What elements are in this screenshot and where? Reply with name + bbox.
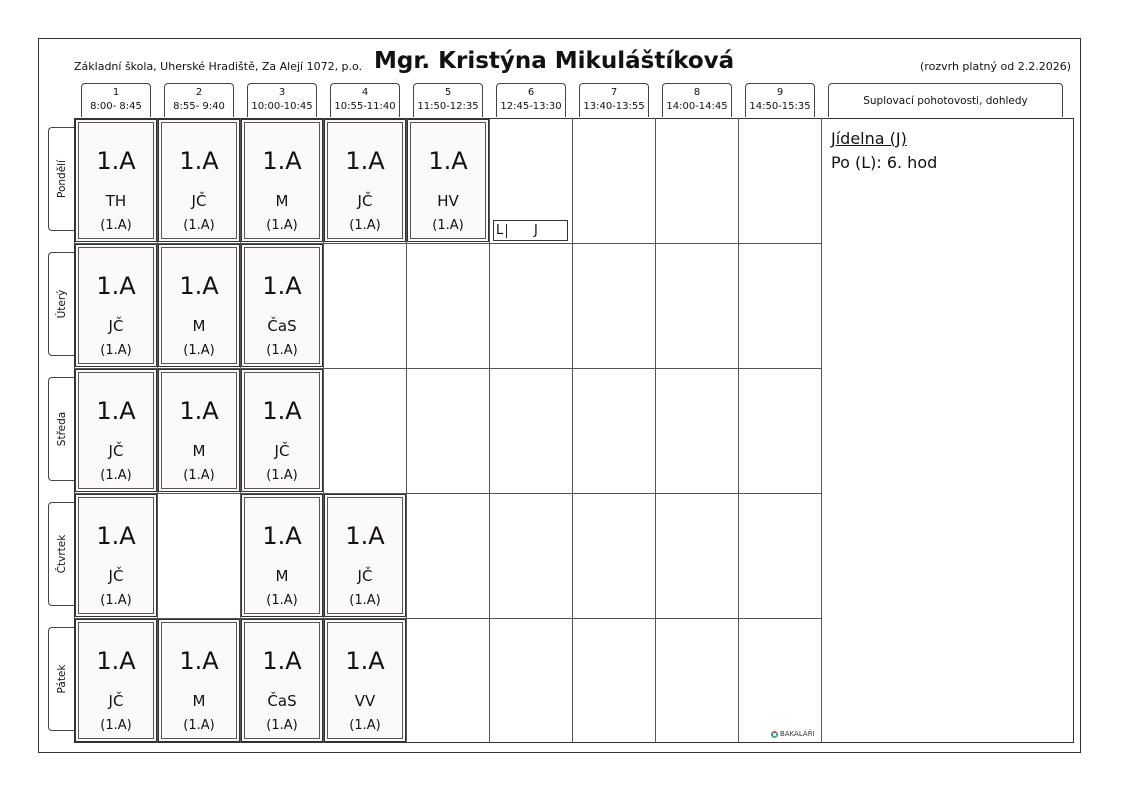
period-time: 11:50-12:35 — [417, 101, 479, 112]
lesson-group: (1.A) — [266, 593, 298, 608]
period-number: 4 — [361, 87, 369, 98]
lesson-cell[interactable] — [75, 619, 157, 742]
lesson-group: (1.A) — [183, 343, 215, 358]
lesson-class: 1.A — [96, 522, 136, 550]
period-header — [662, 83, 732, 117]
lesson-subject: JČ — [108, 692, 124, 710]
lesson-cell[interactable] — [75, 244, 157, 367]
lesson-class: 1.A — [262, 397, 302, 425]
lesson-subject: M — [275, 192, 289, 210]
day-label — [48, 377, 74, 481]
lesson-group: (1.A) — [183, 468, 215, 483]
validity-note: (rozvrh platný od 2.2.2026) — [920, 60, 1071, 73]
day-label — [48, 127, 74, 231]
lesson-subject: JČ — [191, 192, 207, 210]
lesson-subject: JČ — [357, 192, 373, 210]
lesson-subject: JČ — [108, 567, 124, 585]
duty-marker — [493, 220, 568, 241]
brand-logo — [771, 730, 815, 738]
lesson-subject: M — [192, 692, 206, 710]
lesson-subject: ČaS — [267, 317, 297, 335]
period-header — [413, 83, 483, 117]
lesson-class: 1.A — [96, 647, 136, 675]
school-name: Základní škola, Uherské Hradiště, Za Alejí 1072, p.o. — [74, 60, 363, 73]
lesson-cell[interactable] — [241, 494, 323, 617]
duty-info — [831, 127, 937, 175]
brand-label: BAKALÁŘI — [780, 730, 815, 738]
lesson-cell[interactable] — [158, 369, 240, 492]
lesson-cell[interactable] — [241, 619, 323, 742]
substitution-header: Suplovací pohotovosti, dohledy — [828, 83, 1063, 117]
day-label — [48, 252, 74, 356]
lesson-class: 1.A — [179, 647, 219, 675]
lesson-class: 1.A — [345, 147, 385, 175]
lesson-group: (1.A) — [349, 593, 381, 608]
period-header — [745, 83, 815, 117]
lesson-group: (1.A) — [266, 718, 298, 733]
lesson-cell[interactable] — [241, 244, 323, 367]
period-number: 6 — [527, 87, 535, 98]
period-time: 10:55-11:40 — [334, 101, 396, 112]
lesson-class: 1.A — [96, 272, 136, 300]
lesson-class: 1.A — [179, 397, 219, 425]
lesson-group: (1.A) — [100, 343, 132, 358]
period-header — [330, 83, 400, 117]
grid-column-divider — [821, 118, 822, 743]
grid-column-divider — [738, 118, 739, 743]
lesson-cell[interactable] — [158, 119, 240, 242]
lesson-cell[interactable] — [158, 619, 240, 742]
period-header — [247, 83, 317, 117]
grid-column-divider — [489, 118, 490, 743]
day-label — [48, 502, 74, 606]
period-header — [496, 83, 566, 117]
lesson-subject: TH — [105, 192, 127, 210]
lesson-group: (1.A) — [100, 218, 132, 233]
lesson-subject: M — [192, 317, 206, 335]
lesson-group: (1.A) — [432, 218, 464, 233]
lesson-cell[interactable] — [324, 494, 406, 617]
day-label-text: Pondělí — [55, 160, 68, 198]
lesson-class: 1.A — [179, 272, 219, 300]
lesson-group: (1.A) — [183, 718, 215, 733]
lesson-group: (1.A) — [349, 218, 381, 233]
lesson-class: 1.A — [96, 147, 136, 175]
lesson-subject: JČ — [274, 442, 290, 460]
lesson-group: (1.A) — [266, 218, 298, 233]
day-label-text: Pátek — [55, 664, 68, 694]
duty-marker-cursor — [506, 224, 507, 238]
lesson-cell[interactable] — [158, 244, 240, 367]
lesson-class: 1.A — [262, 647, 302, 675]
lesson-class: 1.A — [96, 397, 136, 425]
period-number: 3 — [278, 87, 286, 98]
period-time: 14:00-14:45 — [666, 101, 728, 112]
lesson-cell[interactable] — [324, 119, 406, 242]
day-label-text: Úterý — [55, 289, 68, 319]
period-time: 8:00- 8:45 — [90, 101, 142, 112]
lesson-subject: VV — [354, 692, 376, 710]
duty-detail: Po (L): 6. hod — [831, 153, 938, 172]
grid-column-divider — [572, 118, 573, 743]
grid-column-divider — [655, 118, 656, 743]
period-number: 1 — [112, 87, 120, 98]
lesson-subject: JČ — [108, 442, 124, 460]
period-time: 13:40-13:55 — [583, 101, 645, 112]
period-number: 7 — [610, 87, 618, 98]
period-number: 8 — [693, 87, 701, 98]
period-time: 12:45-13:30 — [500, 101, 562, 112]
lesson-cell[interactable] — [75, 369, 157, 492]
lesson-group: (1.A) — [100, 468, 132, 483]
lesson-subject: HV — [437, 192, 459, 210]
period-number: 5 — [444, 87, 452, 98]
lesson-class: 1.A — [345, 522, 385, 550]
brand-icon — [771, 731, 778, 738]
lesson-subject: M — [275, 567, 289, 585]
period-header — [579, 83, 649, 117]
duty-place: Jídelna (J) — [831, 129, 907, 148]
period-time: 10:00-10:45 — [251, 101, 313, 112]
lesson-cell[interactable] — [324, 619, 406, 742]
lesson-class: 1.A — [179, 147, 219, 175]
duty-marker-left: L — [496, 223, 504, 238]
lesson-subject: JČ — [108, 317, 124, 335]
day-label — [48, 627, 74, 731]
lesson-cell[interactable] — [241, 119, 323, 242]
lesson-class: 1.A — [262, 272, 302, 300]
lesson-class: 1.A — [428, 147, 468, 175]
lesson-group: (1.A) — [349, 718, 381, 733]
period-time: 14:50-15:35 — [749, 101, 811, 112]
lesson-subject: ČaS — [267, 692, 297, 710]
lesson-cell[interactable] — [75, 119, 157, 242]
period-number: 9 — [776, 87, 784, 98]
duty-marker-right: J — [534, 223, 538, 238]
lesson-subject: JČ — [357, 567, 373, 585]
period-number: 2 — [195, 87, 203, 98]
lesson-cell[interactable] — [407, 119, 489, 242]
period-header — [164, 83, 234, 117]
lesson-group: (1.A) — [266, 468, 298, 483]
period-header — [81, 83, 151, 117]
lesson-class: 1.A — [262, 147, 302, 175]
grid-row-divider — [74, 493, 821, 494]
lesson-group: (1.A) — [100, 718, 132, 733]
day-label-text: Čtvrtek — [55, 534, 68, 574]
lesson-group: (1.A) — [266, 343, 298, 358]
lesson-cell[interactable] — [75, 494, 157, 617]
lesson-group: (1.A) — [100, 593, 132, 608]
lesson-group: (1.A) — [183, 218, 215, 233]
lesson-class: 1.A — [345, 647, 385, 675]
lesson-cell[interactable] — [241, 369, 323, 492]
lesson-subject: M — [192, 442, 206, 460]
lesson-class: 1.A — [262, 522, 302, 550]
day-label-text: Středa — [55, 411, 68, 447]
teacher-name: Mgr. Kristýna Mikuláštíková — [374, 48, 735, 74]
period-time: 8:55- 9:40 — [173, 101, 225, 112]
